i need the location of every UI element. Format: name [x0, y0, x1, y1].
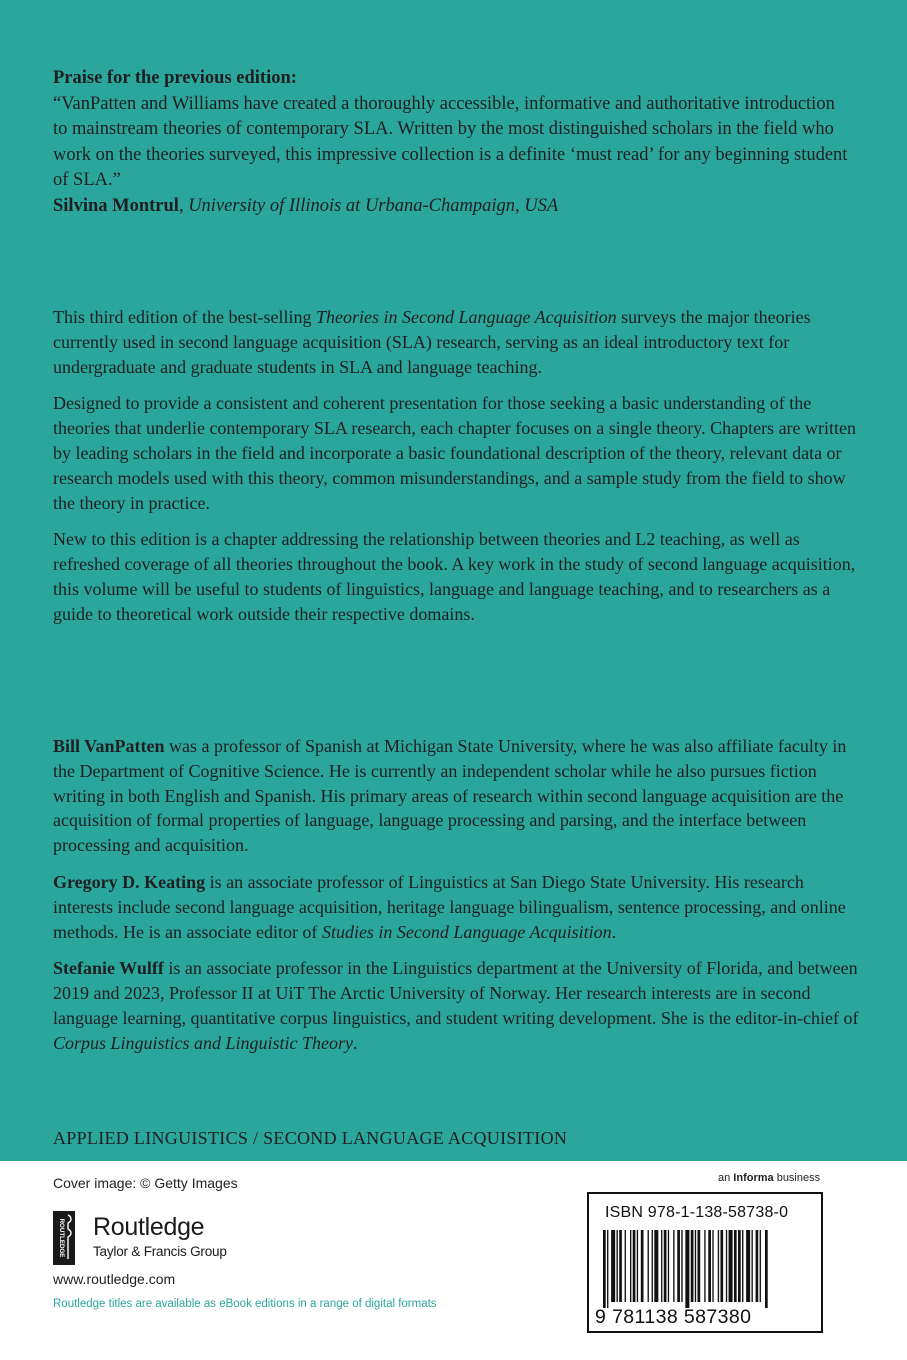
- barcode-bar: [760, 1230, 761, 1302]
- barcode-bar: [661, 1230, 662, 1302]
- barcode-bar: [617, 1230, 618, 1302]
- ean-digits: 9 781138 587380: [595, 1306, 752, 1328]
- barcode-bar: [765, 1230, 768, 1308]
- description-p1-start: This third edition of the best-selling: [53, 307, 316, 327]
- informa-tag: [718, 1172, 820, 1184]
- logo-mark-text: ROUTLEDGE: [58, 1218, 65, 1258]
- barcode-bar: [685, 1230, 689, 1308]
- informa-brand: Informa: [733, 1172, 774, 1184]
- barcode-bar: [746, 1230, 750, 1302]
- barcode-bars: [603, 1230, 809, 1308]
- author-name: Gregory D. Keating: [53, 871, 206, 892]
- barcode-bar: [752, 1230, 753, 1302]
- informa-suffix: business: [773, 1172, 821, 1184]
- barcode-bar: [695, 1230, 696, 1302]
- bio-end: .: [353, 1032, 358, 1053]
- praise-section: [53, 66, 853, 219]
- bio-text: is an associate professor of Linguistics at San Diego State University. His research interests include second language acquisition, heritage language bilingualism, sentence processing, and online methods. He is an associate editor of: [53, 871, 846, 942]
- author-name: Bill VanPatten: [53, 736, 165, 756]
- barcode-bar: [742, 1230, 743, 1302]
- barcode-bar: [648, 1230, 649, 1302]
- routledge-logo-icon: [53, 1211, 75, 1265]
- journal-title: Corpus Linguistics and Linguistic Theory: [53, 1032, 354, 1053]
- bio-vanpatten: [53, 734, 859, 858]
- barcode-bar: [718, 1230, 719, 1302]
- subject-category: APPLIED LINGUISTICS / SECOND LANGUAGE ACQUISITION: [53, 1128, 568, 1148]
- barcode-bar: [611, 1230, 615, 1302]
- bio-end: .: [611, 921, 617, 942]
- barcode-bar: [698, 1230, 701, 1302]
- publisher-group: Taylor & Francis Group: [93, 1244, 227, 1259]
- barcode-bar: [712, 1230, 713, 1302]
- barcode-bar: [691, 1230, 694, 1302]
- barcode-bar: [756, 1230, 759, 1302]
- publisher-website[interactable]: www.routledge.com: [53, 1271, 176, 1287]
- barcode-bar: [726, 1230, 727, 1302]
- footer-panel: [0, 1161, 907, 1360]
- barcode-bar: [677, 1230, 680, 1302]
- barcode-bar: [704, 1230, 705, 1302]
- barcode-bar: [607, 1230, 608, 1308]
- bio-keating: [53, 870, 859, 944]
- ebook-note: Routledge titles are available as eBook editions in a range of digital formats: [53, 1298, 437, 1310]
- author-bios: [53, 734, 859, 1068]
- journal-title: Studies in Second Language Acquisition: [321, 921, 612, 942]
- praise-attribution-affiliation: University of Illinois at Urbana-Champaign, USA: [188, 195, 559, 216]
- praise-heading: Praise for the previous edition:: [53, 68, 297, 88]
- publisher-name: Routledge: [93, 1213, 205, 1241]
- barcode-bar: [619, 1230, 622, 1302]
- description-paragraph-3: New to this edition is a chapter addressing the relationship between theories and L2 teaching, as well as refreshed coverage of all theories throughout the book. A key work in the study of second language acquisition, this volume will be useful to students of linguistics, language and language teaching, and to researchers as a guide to theoretical work outside their respective domains.: [53, 529, 856, 624]
- bio-wulff: [53, 956, 859, 1055]
- barcode-bar: [633, 1230, 636, 1302]
- barcode-bar: [708, 1230, 711, 1302]
- isbn-number: ISBN 978-1-138-58738-0: [605, 1204, 789, 1221]
- barcode-bar: [664, 1230, 667, 1302]
- barcode-bar: [625, 1230, 626, 1302]
- barcode-bar: [673, 1230, 674, 1302]
- barcode-bar: [630, 1230, 631, 1302]
- barcode-bar: [641, 1230, 644, 1302]
- barcode-bar: [729, 1230, 733, 1302]
- barcode-bar: [654, 1230, 658, 1302]
- cover-credit: Cover image: © Getty Images: [53, 1175, 238, 1191]
- description-paragraph-1: [53, 305, 859, 379]
- barcode-bar: [652, 1230, 653, 1302]
- routledge-logo: [53, 1211, 253, 1269]
- praise-quote: “VanPatten and Williams have created a thoroughly accessible, informative and authoritative introduction to mainstream theories of contemporary SLA. Written by the most distinguished scholars in the field who work on the theories surveyed, this impressive collection is a definite ‘must read’ for any beginning student of SLA.”: [53, 93, 848, 190]
- barcode-bar: [681, 1230, 682, 1302]
- description-paragraph-2: Designed to provide a consistent and coherent presentation for those seeking a basic understanding of the theories that underlie contemporary SLA research, each chapter focuses on a single theory. Chapters are written by leading scholars in the field and incorporate a basic foundational description of the theory, relevant data or research models used with this theory, common misunderstandings, and a sample study from the field to show the theory in practice.: [53, 393, 857, 513]
- praise-attribution-name: Silvina Montrul: [53, 195, 179, 216]
- bio-text: is an associate professor in the Linguistics department at the University of Florida, and between 2019 and 2023, Professor II at UiT The Arctic University of Norway. Her research interests are in second language learning, quantitative corpus linguistics, and student writing development. She is the editor-in-chief of: [53, 958, 859, 1028]
- barcode-bar: [734, 1230, 737, 1302]
- praise-attribution: Silvina Montrul, University of Illinois at Urbana-Champaign, USA: [53, 195, 559, 216]
- barcode-bar: [637, 1230, 638, 1302]
- book-description: [53, 305, 859, 639]
- description-p1-end: surveys the major theories currently used in second language acquisition (SLA) research, serving as an ideal introductory text for undergraduate and graduate students in SLA and language teaching.: [53, 307, 811, 377]
- barcode-bar: [738, 1230, 741, 1302]
- informa-prefix: an: [718, 1172, 734, 1184]
- author-name: Stefanie Wulff: [53, 958, 164, 979]
- barcode-bar: [603, 1230, 606, 1308]
- book-title: Theories in Second Language Acquisition: [315, 307, 617, 327]
- isbn-barcode: [587, 1192, 823, 1333]
- bio-text: was a professor of Spanish at Michigan State University, where he was also affiliate faculty in the Department of Cognitive Science. He is currently an independent scholar while he also pursues fiction writing in both English and Spanish. His primary areas of research within second language acquisition are the acquisition of formal properties of language, language processing and parsing, and the interface between processing and acquisition.: [53, 736, 847, 856]
- barcode-bar: [720, 1230, 723, 1302]
- barcode-bar: [668, 1230, 669, 1302]
